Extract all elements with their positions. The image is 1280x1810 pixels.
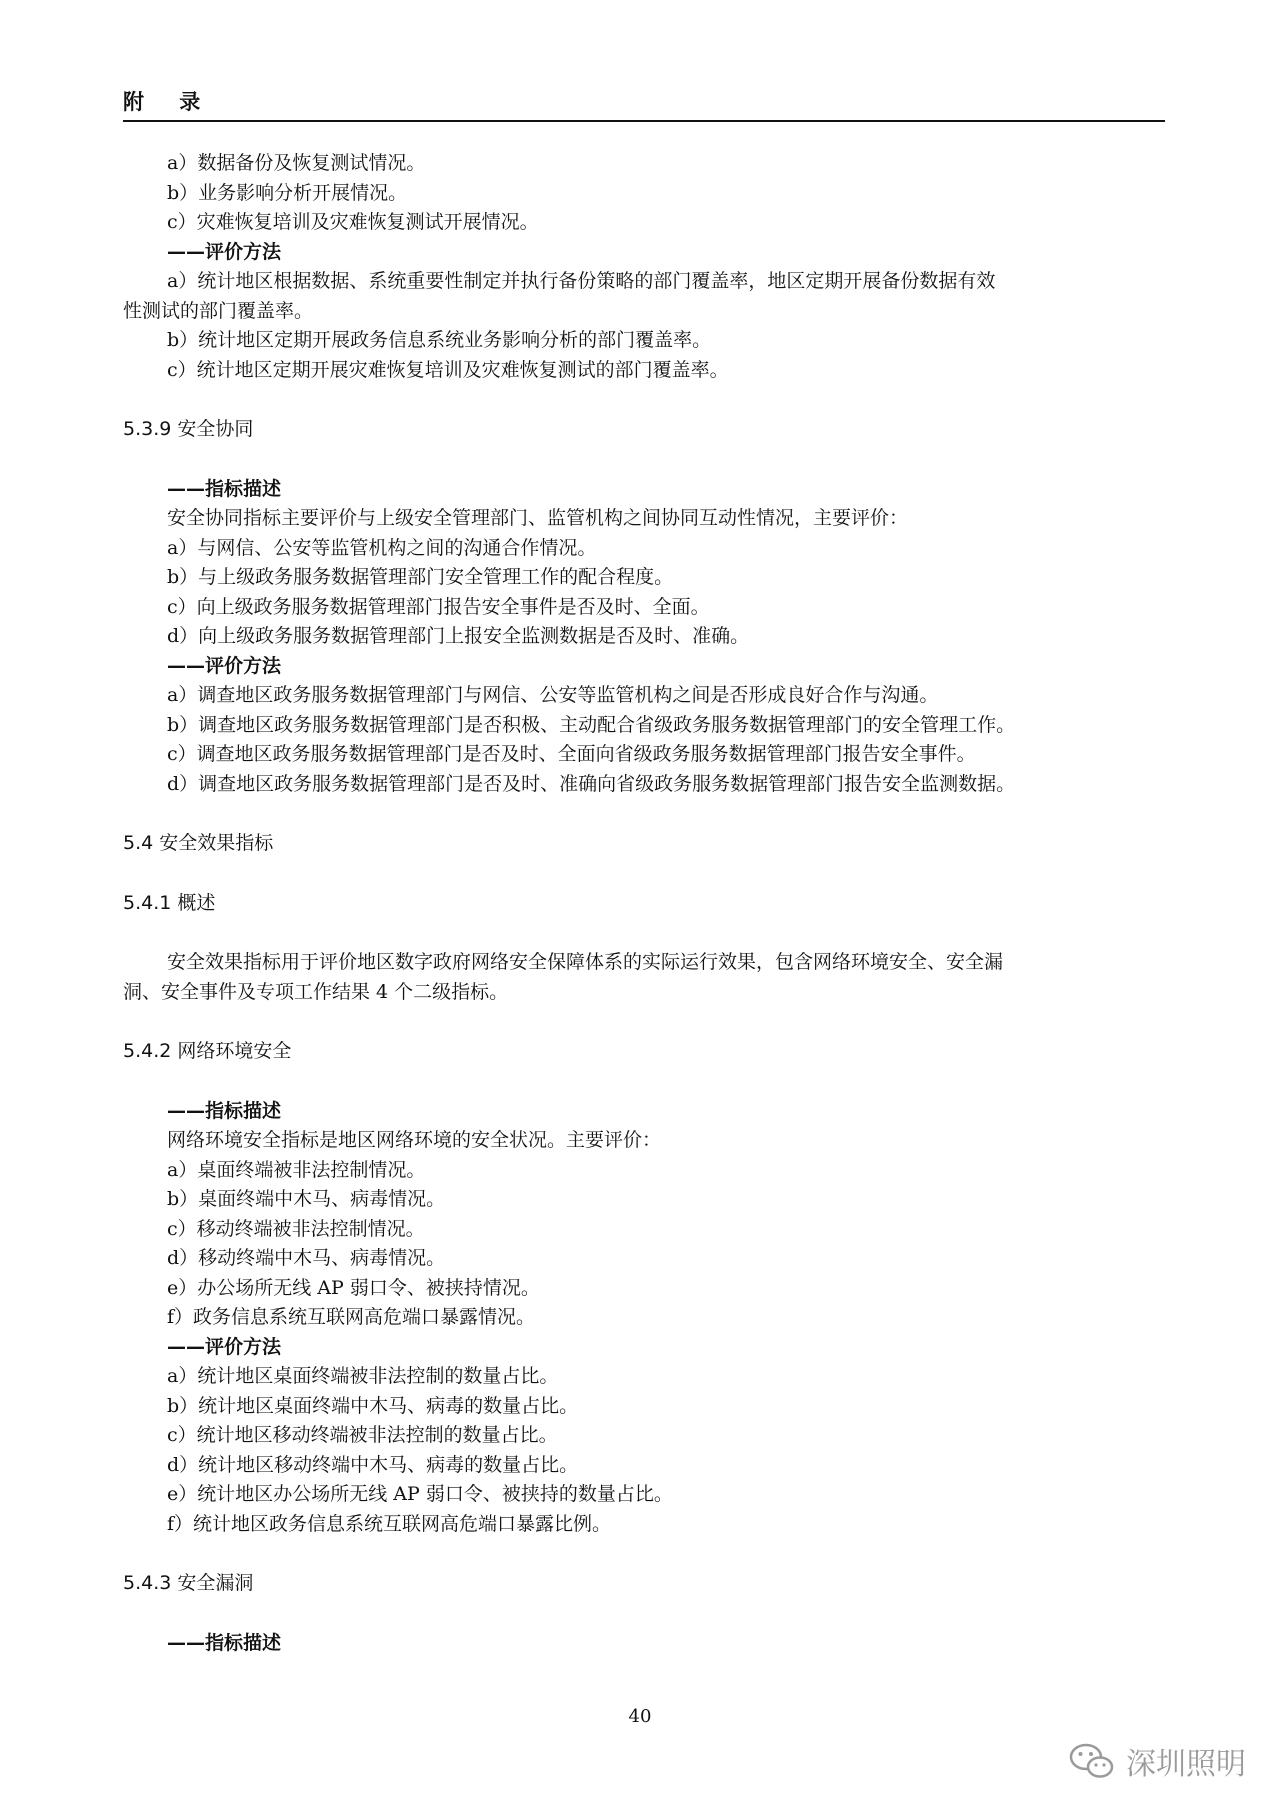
text-line: c）移动终端被非法控制情况。 xyxy=(167,1217,425,1240)
text-line: c）向上级政务服务数据管理部门报告安全事件是否及时、全面。 xyxy=(167,595,710,618)
text-line: 安全效果指标用于评价地区数字政府网络安全保障体系的实际运行效果，包含网络环境安全、安全漏 xyxy=(167,951,1004,973)
watermark xyxy=(1068,1738,1246,1784)
text-line: c）调查地区政务服务数据管理部门是否及时、全面向省级政务服务数据管理部门报告安全事件。 xyxy=(167,743,976,765)
text-line: b）统计地区桌面终端中木马、病毒的数量占比。 xyxy=(167,1394,579,1417)
text-line: e）办公场所无线 AP 弱口令、被挟持情况。 xyxy=(167,1276,540,1299)
subheading: ——指标描述 xyxy=(167,1631,282,1654)
section-heading: 5.4.3 安全漏洞 xyxy=(123,1572,254,1594)
spacer xyxy=(123,385,1168,415)
text-line: f）政务信息系统互联网高危端口暴露情况。 xyxy=(167,1306,536,1328)
text-line: b）业务影响分析开展情况。 xyxy=(167,181,408,204)
spacer xyxy=(123,1067,1168,1097)
text-line: 洞、安全事件及专项工作结果 4 个二级指标。 xyxy=(123,980,509,1003)
subheading: ——评价方法 xyxy=(167,240,282,263)
spacer xyxy=(123,799,1168,829)
text-line: a）与网信、公安等监管机构之间的沟通合作情况。 xyxy=(167,536,597,559)
text-line: b）统计地区定期开展政务信息系统业务影响分析的部门覆盖率。 xyxy=(167,329,712,351)
spacer xyxy=(123,859,1168,889)
text-line: a）调查地区政务服务数据管理部门与网信、公安等监管机构之间是否形成良好合作与沟通。 xyxy=(167,684,939,706)
page-header xyxy=(123,86,1165,122)
page-number: 40 xyxy=(628,1706,652,1727)
subheading: ——评价方法 xyxy=(167,1335,282,1358)
spacer xyxy=(123,445,1168,475)
section-heading: 5.3.9 安全协同 xyxy=(123,418,254,440)
spacer xyxy=(123,1007,1168,1037)
subheading: ——指标描述 xyxy=(167,1099,282,1122)
section-heading: 5.4 安全效果指标 xyxy=(123,832,274,854)
document-body xyxy=(123,149,1168,1658)
text-line: b）桌面终端中木马、病毒情况。 xyxy=(167,1188,446,1210)
text-line: c）灾难恢复培训及灾难恢复测试开展情况。 xyxy=(167,211,539,233)
text-line: d）统计地区移动终端中木马、病毒的数量占比。 xyxy=(167,1453,579,1476)
text-line: 网络环境安全指标是地区网络环境的安全状况。主要评价： xyxy=(167,1129,662,1151)
text-line: 性测试的部门覆盖率。 xyxy=(123,299,314,322)
spacer xyxy=(123,918,1168,948)
text-line: e）统计地区办公场所无线 AP 弱口令、被挟持的数量占比。 xyxy=(167,1483,673,1505)
text-line: a）统计地区根据数据、系统重要性制定并执行备份策略的部门覆盖率，地区定期开展备份数据有效 xyxy=(167,270,996,292)
text-line: d）向上级政务服务数据管理部门上报安全监测数据是否及时、准确。 xyxy=(167,625,750,647)
text-line: 安全协同指标主要评价与上级安全管理部门、监管机构之间协同互动性情况，主要评价： xyxy=(167,507,909,529)
wechat-icon xyxy=(1068,1741,1116,1781)
header-title: 附 录 xyxy=(123,90,215,114)
subheading: ——指标描述 xyxy=(167,477,282,500)
text-line: d）移动终端中木马、病毒情况。 xyxy=(167,1247,446,1269)
text-line: a）桌面终端被非法控制情况。 xyxy=(167,1158,426,1181)
section-heading: 5.4.1 概述 xyxy=(123,891,216,914)
section-heading: 5.4.2 网络环境安全 xyxy=(123,1040,292,1062)
text-line: b）与上级政务服务数据管理部门安全管理工作的配合程度。 xyxy=(167,566,674,588)
text-line: c）统计地区移动终端被非法控制的数量占比。 xyxy=(167,1424,558,1446)
text-line: a）数据备份及恢复测试情况。 xyxy=(167,152,426,174)
spacer xyxy=(123,1539,1168,1569)
spacer xyxy=(123,1599,1168,1629)
text-line: b）调查地区政务服务数据管理部门是否积极、主动配合省级政务服务数据管理部门的安全管理工作。 xyxy=(167,713,1016,736)
text-line: f）统计地区政务信息系统互联网高危端口暴露比例。 xyxy=(167,1512,612,1535)
subheading: ——评价方法 xyxy=(167,654,282,677)
watermark-text: 深圳照明 xyxy=(1126,1747,1246,1782)
text-line: a）统计地区桌面终端被非法控制的数量占比。 xyxy=(167,1365,559,1387)
text-line: d）调查地区政务服务数据管理部门是否及时、准确向省级政务服务数据管理部门报告安全监测数据。 xyxy=(167,772,1016,795)
text-line: c）统计地区定期开展灾难恢复培训及灾难恢复测试的部门覆盖率。 xyxy=(167,358,729,381)
